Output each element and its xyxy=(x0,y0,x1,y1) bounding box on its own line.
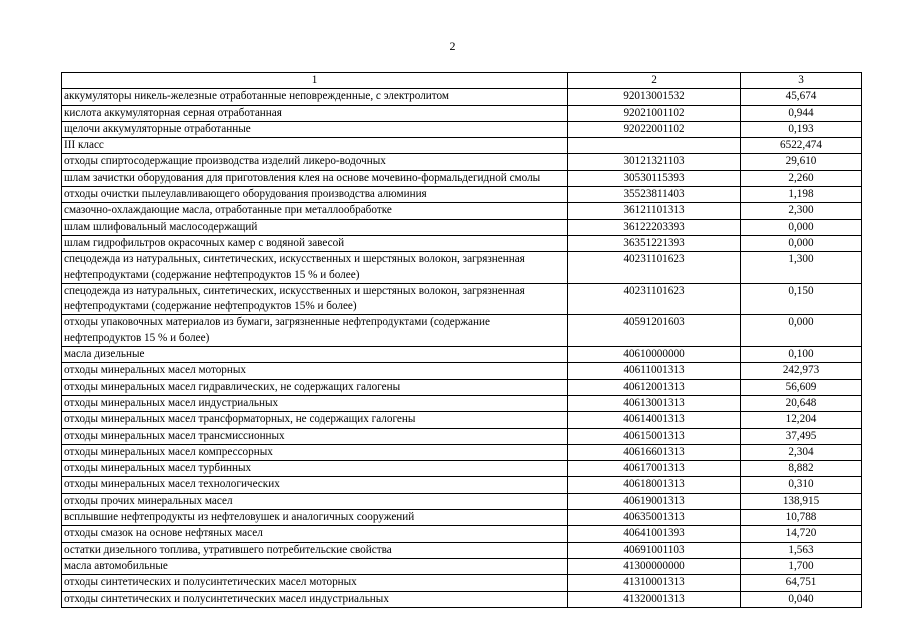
table-row xyxy=(62,510,862,526)
waste-code-cell: 40231101623 xyxy=(568,252,741,284)
header-row xyxy=(62,73,862,89)
waste-table-body xyxy=(62,73,862,608)
waste-code-cell: 40591201603 xyxy=(568,315,741,347)
waste-quantity-cell: 8,882 xyxy=(741,461,862,477)
waste-code-cell: 40231101623 xyxy=(568,283,741,315)
table-row xyxy=(62,526,862,542)
waste-quantity-cell: 14,720 xyxy=(741,526,862,542)
waste-name-cell: отходы минеральных масел гидравлических, не содержащих галогены xyxy=(62,379,568,395)
waste-quantity-cell: 20,648 xyxy=(741,395,862,411)
waste-code-cell: 30121321103 xyxy=(568,154,741,170)
waste-code-cell: 40691001103 xyxy=(568,542,741,558)
waste-quantity-cell: 0,040 xyxy=(741,591,862,607)
waste-code-cell: 92013001532 xyxy=(568,89,741,105)
waste-code-cell: 41300000000 xyxy=(568,558,741,574)
waste-code-cell: 41310001313 xyxy=(568,575,741,591)
table-row xyxy=(62,154,862,170)
waste-name-cell: отходы минеральных масел турбинных xyxy=(62,461,568,477)
waste-quantity-cell: 0,100 xyxy=(741,347,862,363)
waste-name-cell: смазочно-охлаждающие масла, отработанные при металлообработке xyxy=(62,203,568,219)
waste-code-cell: 40612001313 xyxy=(568,379,741,395)
table-row xyxy=(62,89,862,105)
waste-code-cell: 40618001313 xyxy=(568,477,741,493)
waste-name-cell: шлам гидрофильтров окрасочных камер с водяной завесой xyxy=(62,235,568,251)
waste-quantity-cell: 64,751 xyxy=(741,575,862,591)
waste-name-cell: щелочи аккумуляторные отработанные xyxy=(62,121,568,137)
waste-quantity-cell: 1,300 xyxy=(741,252,862,284)
waste-quantity-cell: 1,563 xyxy=(741,542,862,558)
table-row xyxy=(62,591,862,607)
table-row xyxy=(62,203,862,219)
waste-name-cell: отходы синтетических и полусинтетических масел моторных xyxy=(62,575,568,591)
table-row xyxy=(62,412,862,428)
table-row xyxy=(62,347,862,363)
waste-name-cell: отходы упаковочных материалов из бумаги, загрязненные нефтепродуктами (содержание нефтепродуктов 15 % и более) xyxy=(62,315,568,347)
waste-quantity-cell: 12,204 xyxy=(741,412,862,428)
table-row xyxy=(62,235,862,251)
waste-name-cell: отходы минеральных масел компрессорных xyxy=(62,444,568,460)
waste-quantity-cell: 56,609 xyxy=(741,379,862,395)
waste-name-cell: шлам зачистки оборудования для приготовления клея на основе мочевино-формальдегидной смолы xyxy=(62,170,568,186)
table-row xyxy=(62,558,862,574)
waste-code-cell: 40615001313 xyxy=(568,428,741,444)
header-cell-code: 2 xyxy=(568,73,741,89)
table-row xyxy=(62,379,862,395)
waste-code-cell xyxy=(568,138,741,154)
waste-quantity-cell: 2,304 xyxy=(741,444,862,460)
waste-code-cell: 41320001313 xyxy=(568,591,741,607)
header-cell-name: 1 xyxy=(62,73,568,89)
waste-table xyxy=(61,72,862,608)
waste-code-cell: 36351221393 xyxy=(568,235,741,251)
waste-name-cell: всплывшие нефтепродукты из нефтеловушек и аналогичных сооружений xyxy=(62,510,568,526)
waste-code-cell: 36122203393 xyxy=(568,219,741,235)
table-row xyxy=(62,105,862,121)
page-number: 2 xyxy=(449,39,456,53)
waste-quantity-cell: 138,915 xyxy=(741,493,862,509)
waste-code-cell: 40641001393 xyxy=(568,526,741,542)
table-row xyxy=(62,363,862,379)
waste-name-cell: спецодежда из натуральных, синтетических, искусственных и шерстяных волокон, загрязненная нефтепродуктами (содержание нефтепродуктов 15% и более) xyxy=(62,283,568,315)
table-row xyxy=(62,461,862,477)
waste-quantity-cell: 1,700 xyxy=(741,558,862,574)
waste-name-cell: отходы спиртосодержащие производства изделий ликеро-водочных xyxy=(62,154,568,170)
table-row xyxy=(62,575,862,591)
waste-code-cell: 40619001313 xyxy=(568,493,741,509)
table-row xyxy=(62,428,862,444)
table-row xyxy=(62,283,862,315)
waste-quantity-cell: 0,000 xyxy=(741,219,862,235)
waste-name-cell: отходы прочих минеральных масел xyxy=(62,493,568,509)
waste-code-cell: 40613001313 xyxy=(568,395,741,411)
table-row xyxy=(62,219,862,235)
waste-quantity-cell: 45,674 xyxy=(741,89,862,105)
waste-code-cell: 30530115393 xyxy=(568,170,741,186)
waste-code-cell: 92022001102 xyxy=(568,121,741,137)
waste-name-cell: отходы смазок на основе нефтяных масел xyxy=(62,526,568,542)
waste-quantity-cell: 0,000 xyxy=(741,235,862,251)
waste-name-cell: кислота аккумуляторная серная отработанная xyxy=(62,105,568,121)
table-row xyxy=(62,542,862,558)
waste-code-cell: 36121101313 xyxy=(568,203,741,219)
table-row xyxy=(62,493,862,509)
table-row xyxy=(62,170,862,186)
waste-code-cell: 92021001102 xyxy=(568,105,741,121)
waste-name-cell: остатки дизельного топлива, утратившего потребительские свойства xyxy=(62,542,568,558)
waste-code-cell: 40617001313 xyxy=(568,461,741,477)
waste-name-cell: масла дизельные xyxy=(62,347,568,363)
waste-quantity-cell: 0,000 xyxy=(741,315,862,347)
waste-quantity-cell: 0,193 xyxy=(741,121,862,137)
waste-name-cell: отходы очистки пылеулавливающего оборудования производства алюминия xyxy=(62,187,568,203)
waste-quantity-cell: 2,300 xyxy=(741,203,862,219)
waste-name-cell: масла автомобильные xyxy=(62,558,568,574)
waste-quantity-cell: 0,944 xyxy=(741,105,862,121)
waste-name-cell: отходы минеральных масел технологических xyxy=(62,477,568,493)
waste-name-cell: отходы минеральных масел трансформаторных, не содержащих галогены xyxy=(62,412,568,428)
waste-name-cell: III класс xyxy=(62,138,568,154)
waste-code-cell: 40614001313 xyxy=(568,412,741,428)
waste-quantity-cell: 242,973 xyxy=(741,363,862,379)
table-row xyxy=(62,252,862,284)
waste-name-cell: отходы минеральных масел индустриальных xyxy=(62,395,568,411)
table-row xyxy=(62,395,862,411)
waste-code-cell: 40616601313 xyxy=(568,444,741,460)
waste-quantity-cell: 2,260 xyxy=(741,170,862,186)
table-row xyxy=(62,477,862,493)
waste-quantity-cell: 0,150 xyxy=(741,283,862,315)
waste-quantity-cell: 10,788 xyxy=(741,510,862,526)
waste-quantity-cell: 37,495 xyxy=(741,428,862,444)
table-row xyxy=(62,187,862,203)
waste-quantity-cell: 29,610 xyxy=(741,154,862,170)
waste-name-cell: отходы синтетических и полусинтетических масел индустриальных xyxy=(62,591,568,607)
waste-code-cell: 40635001313 xyxy=(568,510,741,526)
waste-code-cell: 35523811403 xyxy=(568,187,741,203)
waste-quantity-cell: 6522,474 xyxy=(741,138,862,154)
waste-name-cell: отходы минеральных масел трансмиссионных xyxy=(62,428,568,444)
waste-code-cell: 40610000000 xyxy=(568,347,741,363)
waste-name-cell: аккумуляторы никель-железные отработанные неповрежденные, с электролитом xyxy=(62,89,568,105)
waste-code-cell: 40611001313 xyxy=(568,363,741,379)
waste-name-cell: отходы минеральных масел моторных xyxy=(62,363,568,379)
table-row xyxy=(62,138,862,154)
table-row xyxy=(62,444,862,460)
table-row xyxy=(62,315,862,347)
waste-quantity-cell: 0,310 xyxy=(741,477,862,493)
header-cell-quantity: 3 xyxy=(741,73,862,89)
waste-name-cell: шлам шлифовальный маслосодержащий xyxy=(62,219,568,235)
table-row xyxy=(62,121,862,137)
waste-quantity-cell: 1,198 xyxy=(741,187,862,203)
waste-name-cell: спецодежда из натуральных, синтетических, искусственных и шерстяных волокон, загрязненная нефтепродуктами (содержание нефтепродуктов 15 % и более) xyxy=(62,252,568,284)
